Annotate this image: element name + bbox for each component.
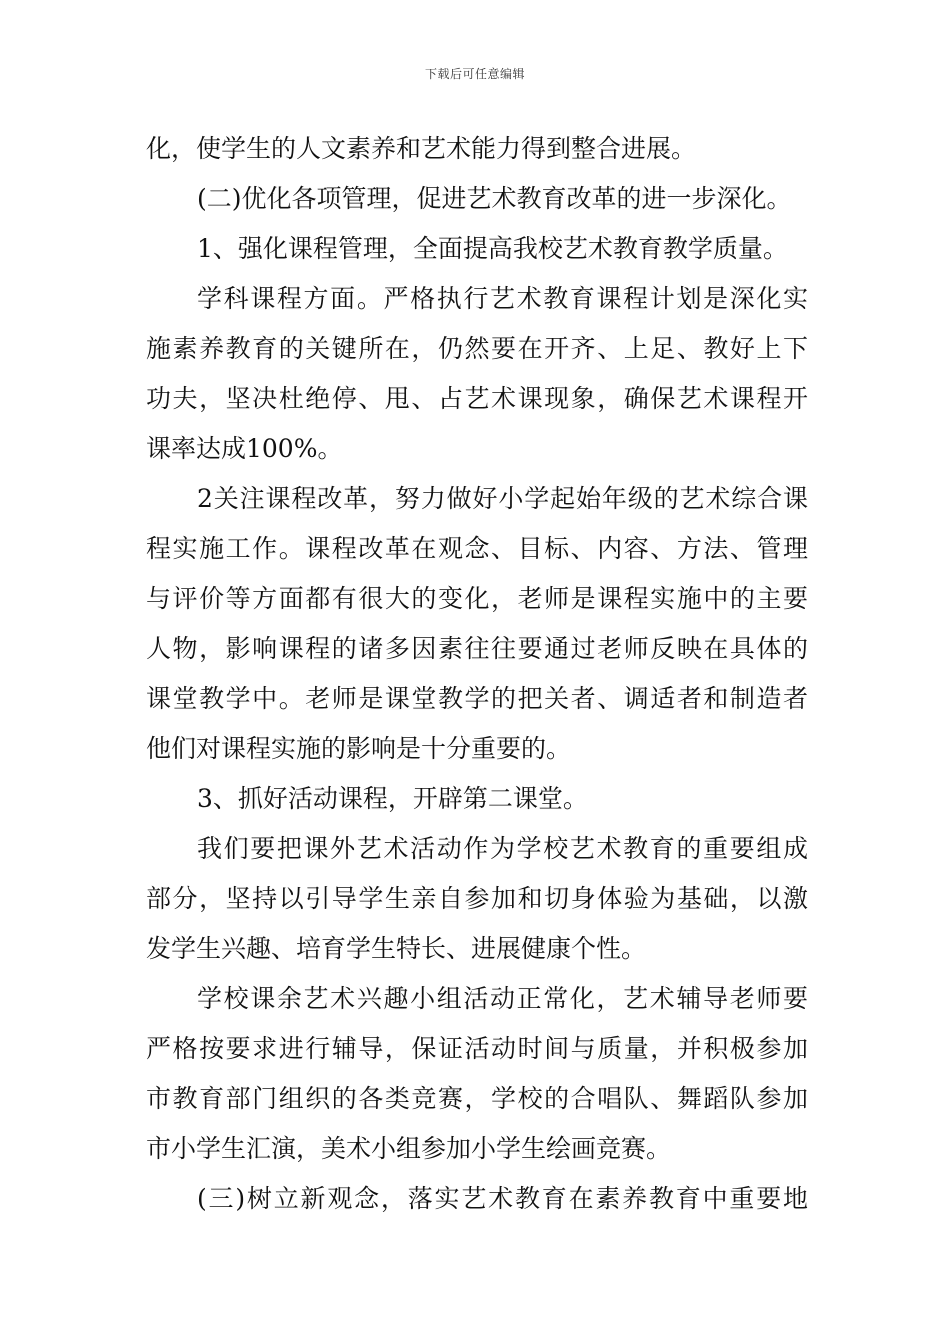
body-text — [146, 124, 808, 1224]
text-line: 1、强化课程管理，全面提高我校艺术教育教学质量。 — [197, 234, 788, 263]
text-line: 市教育部门组织的各类竞赛，学校的合唱队、舞蹈队参加 — [146, 1084, 808, 1113]
text-line: 他们对课程实施的影响是十分重要的。 — [146, 734, 572, 763]
text-line: (二)优化各项管理，促进艺术教育改革的进一步深化。 — [197, 184, 792, 213]
text-line: 部分，坚持以引导学生亲自参加和切身体验为基础，以激 — [146, 884, 808, 913]
text-line: 与评价等方面都有很大的变化，老师是课程实施中的主要 — [146, 584, 808, 613]
text-line: 发学生兴趣、培育学生特长、进展健康个性。 — [146, 934, 647, 963]
text-line: 3、抓好活动课程，开辟第二课堂。 — [197, 784, 588, 813]
text-line: 功夫，坚决杜绝停、甩、占艺术课现象，确保艺术课程开 — [146, 384, 808, 413]
text-line: 课堂教学中。老师是课堂教学的把关者、调适者和制造者 — [146, 684, 808, 713]
text-line: 我们要把课外艺术活动作为学校艺术教育的重要组成 — [197, 834, 808, 863]
text-line: 人物，影响课程的诸多因素往往要通过老师反映在具体的 — [146, 634, 808, 663]
text-line: 课率达成100%。 — [146, 434, 343, 463]
text-line: 严格按要求进行辅导，保证活动时间与质量，并积极参加 — [146, 1034, 808, 1063]
text-line: 化，使学生的人文素养和艺术能力得到整合进展。 — [146, 134, 697, 163]
text-line: 学校课余艺术兴趣小组活动正常化，艺术辅导老师要 — [197, 984, 808, 1013]
text-line: 程实施工作。课程改革在观念、目标、内容、方法、管理 — [146, 534, 808, 563]
page-header: 下载后可任意编辑 — [424, 67, 525, 81]
text-line: (三)树立新观念，落实艺术教育在素养教育中重要地 — [197, 1184, 808, 1213]
text-line: 施素养教育的关键所在，仍然要在开齐、上足、教好上下 — [146, 334, 808, 363]
text-line: 市小学生汇演，美术小组参加小学生绘画竞赛。 — [146, 1134, 672, 1163]
text-line: 学科课程方面。严格执行艺术教育课程计划是深化实 — [197, 284, 808, 313]
text-line: 2关注课程改革，努力做好小学起始年级的艺术综合课 — [197, 484, 808, 513]
